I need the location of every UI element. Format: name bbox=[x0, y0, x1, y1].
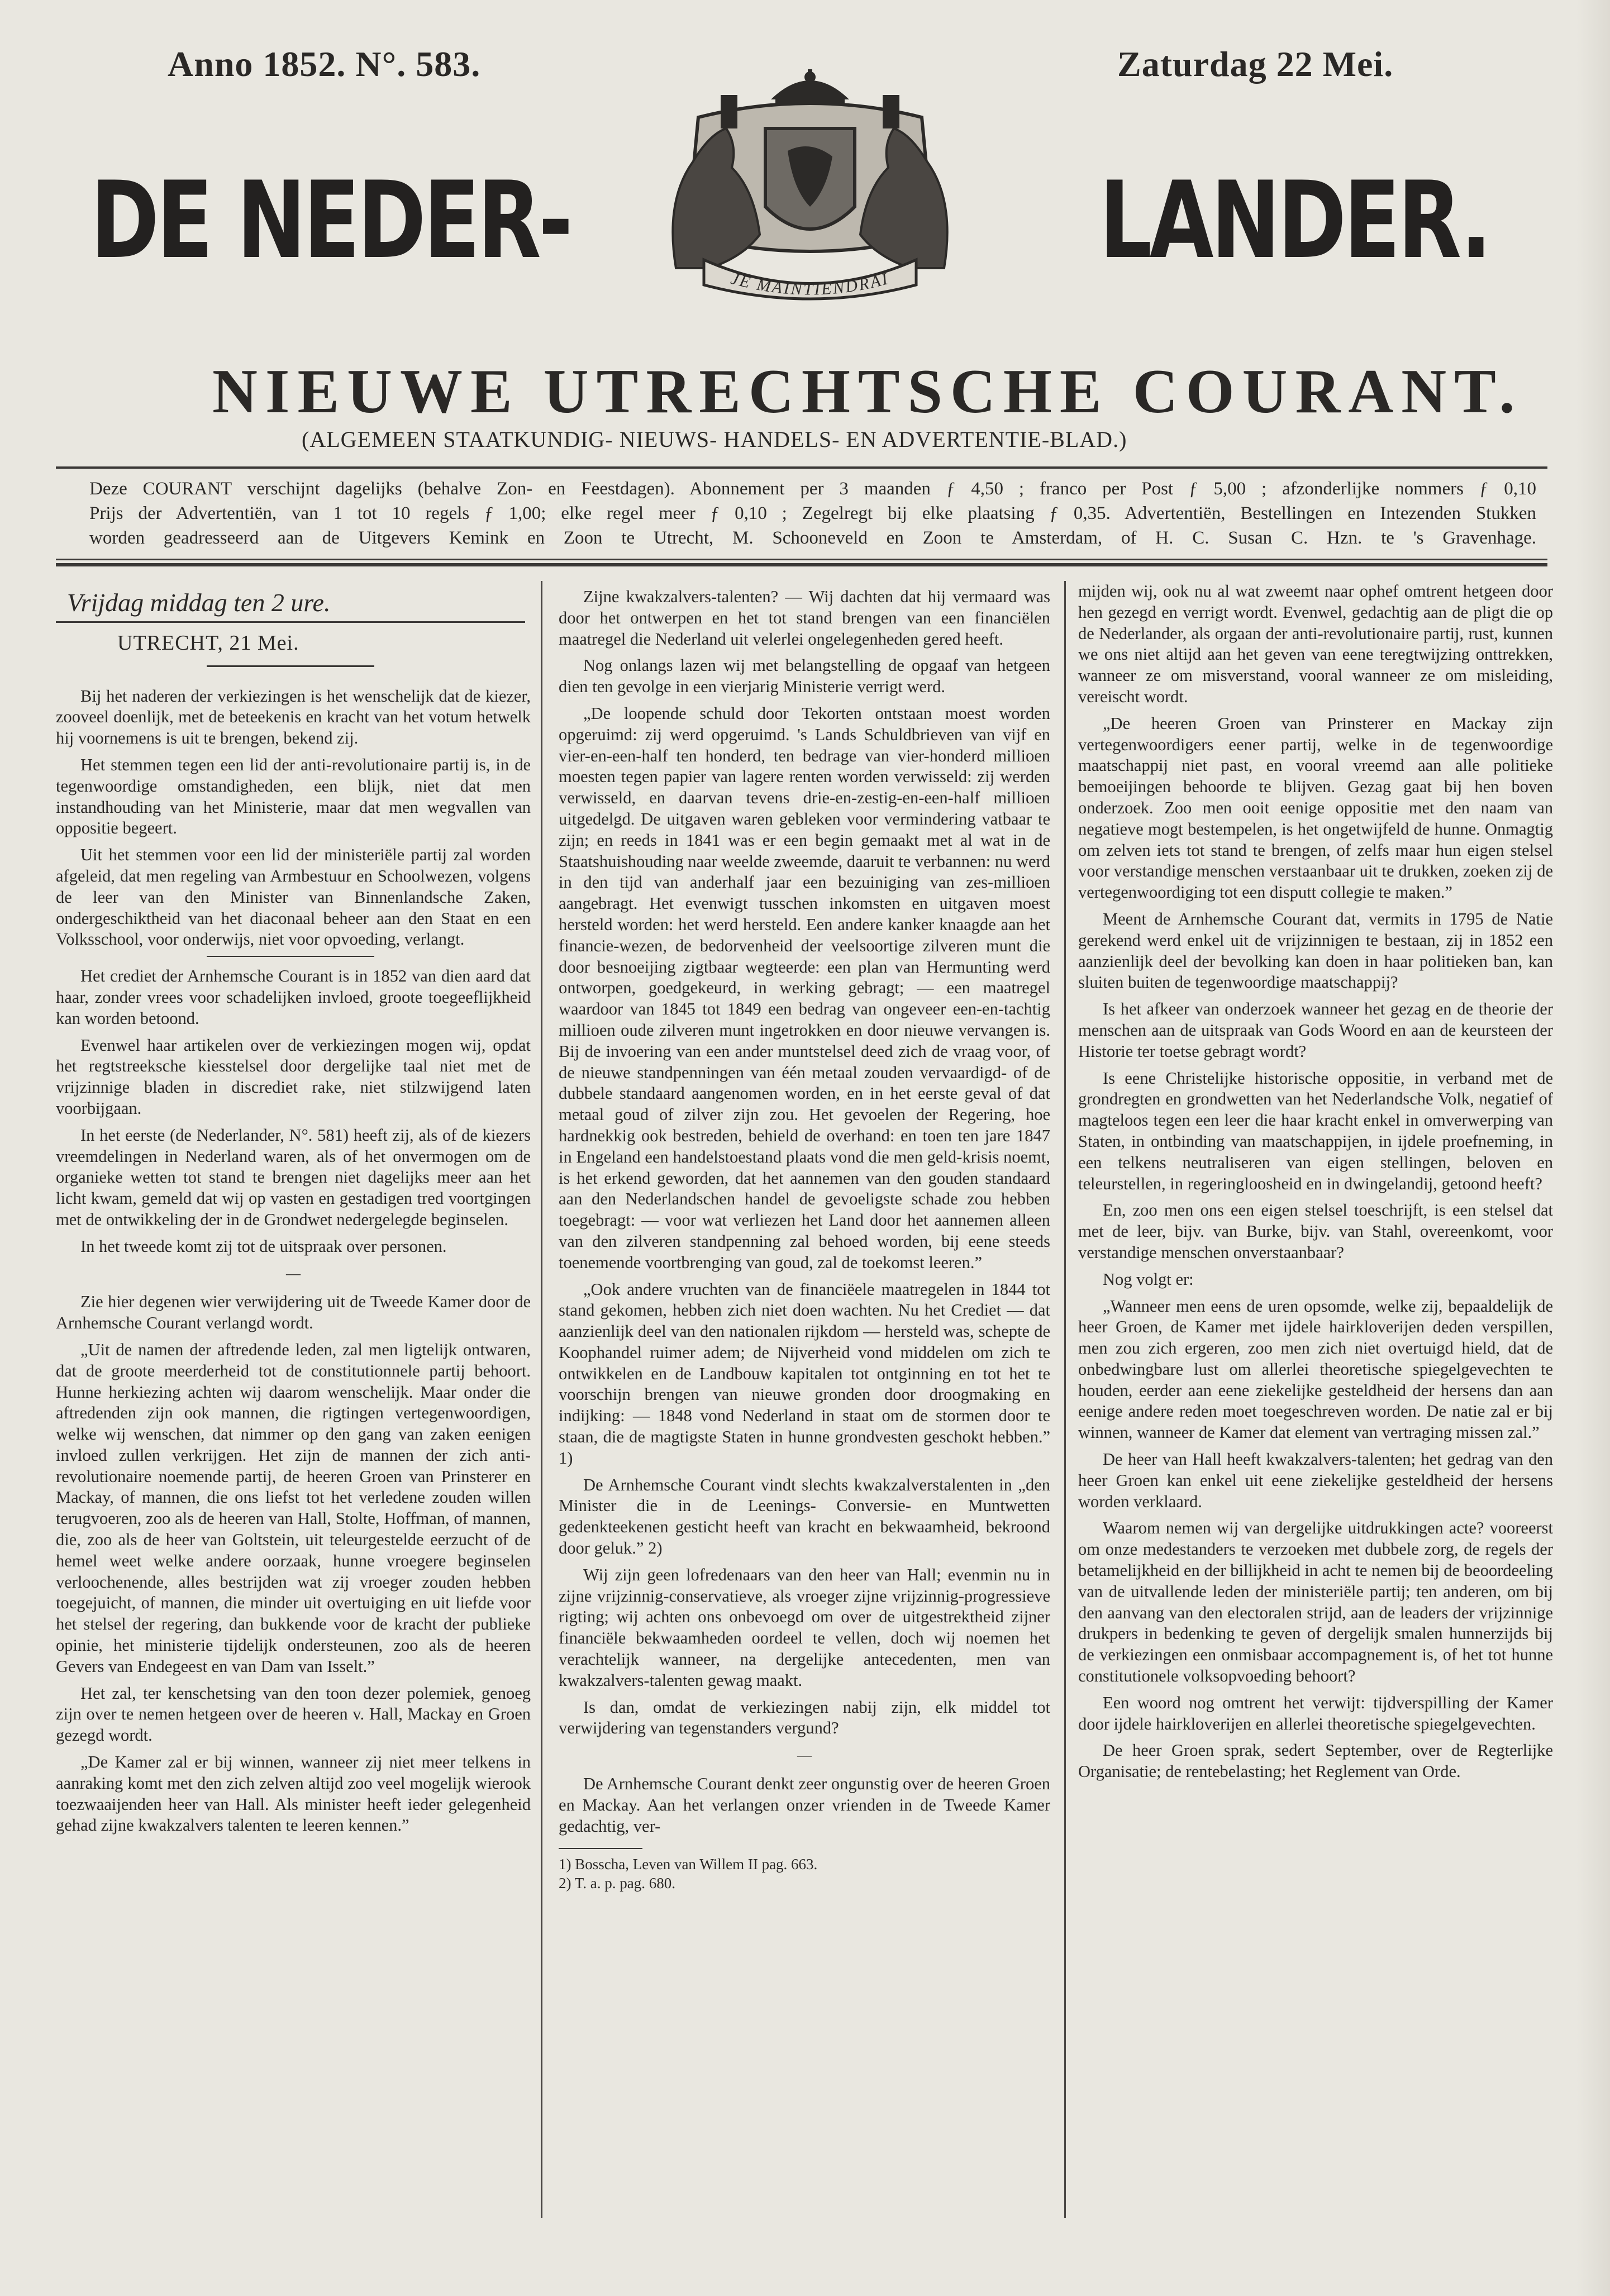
notice-line: Prijs der Advertentiën, van 1 tot 10 regels ƒ 1,00; elke regel meer ƒ 0,10 ; Zegelregt bij elke plaatsing ƒ 0,35. Advertentiën, Bestellingen en Intezenden Stukken bbox=[89, 503, 1536, 523]
paragraph: „De heeren Groen van Prinsterer en Mackay zijn vertegenwoordigers eener partij, welke in de tegenwoordige maatschappij niet past, en vooral vreemd aan alle politieke bemoeijingen behoorde te blijven. Gezag gaat bij hen boven onderzoek. Zoo men ooit eenige oppositie met den naam van negatieve mogt bestempelen, is het ongetwijfeld de hunne. Onmagtig om zelven iets tot stand te brengen, of zelfs maar hun eigen stelsel voor verstandige menschen verstaanbaar uit te drukken, zoeken zij de vertegenwoordiging tot een disputt collegie te maken.” bbox=[1078, 713, 1553, 902]
paragraph: Evenwel haar artikelen over de verkiezingen mogen wij, opdat het regtstreeksche kiesstelsel door dergelijke taal niet met de vrijzinnige bladen in discrediet rake, niet stilzwijgend laten voorbijgaan. bbox=[56, 1035, 531, 1118]
paragraph: Het crediet der Arnhemsche Courant is in 1852 van dien aard dat haar, zonder vrees voor schadelijken invloed, groote toegeeflijkheid kan worden betoond. bbox=[56, 966, 531, 1028]
paragraph: De heer van Hall heeft kwakzalvers-talenten; het gedrag van den heer Groen kan enkel uit eene ziekelijke gesteldheid der hersens worden verklaard. bbox=[1078, 1450, 1553, 1511]
paragraph: In het tweede komt zij tot de uitspraak over personen. bbox=[80, 1236, 447, 1256]
issue-date: Zaturdag 22 Mei. bbox=[1117, 44, 1394, 84]
paragraph: Is eene Christelijke historische oppositie, in verband met de grondregten en grondwetten van het Nederlandsche Volk, negatief of magteloos tegen een leer die haar kracht enkel in omverwerping van Staten, in ontbinding van maatschappijen, in ijdele proefneming, in een telkens neutraliseren van eigen stellingen, beloven en teleurstellen, in regeringloosheid en in dwingelandij, getoond heeft? bbox=[1078, 1068, 1553, 1193]
dateline: UTRECHT, 21 Mei. bbox=[117, 631, 299, 655]
paragraph: mijden wij, ook nu al wat zweemt naar ophef omtrent hetgeen door hen gezegd en verrigt wordt. Evenwel, gedachtig aan de pligt die op de Nederlander, als orgaan der anti-revolutionaire partij, rust, kunnen we ons niet altijd aan het geven van eene teregtwijzing onttrekken, wanneer ze om misverstand, vooral wanneer ze om misleiding, vereischt wordt. bbox=[1078, 582, 1553, 706]
paragraph: Is dan, omdat de verkiezingen nabij zijn, elk middel tot verwijdering van tegenstanders vergund? bbox=[559, 1697, 1050, 1738]
masthead-rule bbox=[56, 466, 1547, 469]
notice-line: worden geadresseerd aan de Uitgevers Kemink en Zoon te Utrecht, M. Schooneveld en Zoon te Amsterdam, of H. C. Susan C. Hzn. te 's Gravenhage. bbox=[89, 528, 1536, 548]
subscription-notice bbox=[89, 477, 1536, 550]
paragraph: Zijne kwakzalvers-talenten? — Wij dachten dat hij vermaard was door het ontwerpen en het tot stand brengen van een financiëlen maatregel die Nederland uit velerlei ongelegenheden gered heeft. bbox=[559, 587, 1050, 649]
paragraph: De Arnhemsche Courant vindt slechts kwakzalverstalenten in „den Minister die in de Leenings- Conversie- en Muntwetten gedenkteekenen gesticht heeft van kracht en bekwaamheid, bekroond door geluk.” 2) bbox=[559, 1475, 1050, 1558]
paragraph: „De Kamer zal er bij winnen, wanneer zij niet meer telkens in aanraking komt met den zich zelven altijd zoo veel mogelijk wierook toezwaaijenden heer van Hall. Als minister heeft ieder gelegenheid gehad zijne kwakzalvers talenten te leeren kennen.” bbox=[56, 1752, 531, 1835]
paragraph: De heer Groen sprak, sedert September, over de Regterlijke Organisatie; de rentebelasting; het Reglement van Orde. bbox=[1078, 1741, 1553, 1781]
paragraph: Uit het stemmen voor een lid der ministeriële partij zal worden afgeleid, dat men regeling van Armbestuur en Schoolwezen, volgens de leer van den Minister van Binnenlandsche Zaken, ondergeschiktheid van het diaconaal beheer aan den Staat en een Volksschool, voor onderwijs, niet voor opvoeding, verlangt. bbox=[56, 845, 531, 949]
paragraph: „De loopende schuld door Tekorten ontstaan moest worden opgeruimd: zij werd opgeruimd. 's Lands Schuldbrieven van vijf en vier-en-een-half ten honderd, ten bedrage van vier-honderd millioen moesten tegen papier van lagere renten worden verwisseld: zij werden verwisseld, en daarvan tevens drie-en-zestig-en-een-half millioen uitgedelgd. De uitgaven waren gebleken voor vermindering vatbaar te zijn; en reeds in 1841 was er een begin gemaakt met al wat in de Staatshuishouding naar weelde zweemde, daaruit te verbannen: nu werd in den tijd van anderhalf jaar een bezuiniging van zes-millioen aangebragt. Het evenwigt tusschen inkomsten en uitgaven moest hersteld worden: het werd hersteld. Een andere kanker knaagde aan het financie-wezen, de bedorvenheid der veelsoortige zilveren munt die door besnoeijing zigtbaar wegteerde: een plan van Hermunting werd ontworpen, goedgekeurd, in werking gebragt; — een maatregel waardoor van 1845 tot 1849 een bedrag van ongeveer een-en-tachtig millioen oude zilveren munt ingetrokken en door nieuwe vervangen is. Bij de invoering van een ander muntstelsel deed zich de vraag voor, of de nieuwe standpenningen van één metaal zouden vervaardigd- of de dubbele standaard aangenomen worden, en in het eerste geval of dat metaal goud of zilver zijn zou. Het gevoelen der Regering, hoe hardnekkig ook bestreden, behield de overhand: en toen ten jare 1847 in Engeland een handelstoestand plaats vond die men geld-krisis noemt, is het erkend geworden, dat het aannemen van den gouden standaard aan den Nederlandschen handel de gevoeligste schade zou hebben toegebragt: — voor wat verliezen het Land door het aannemen alleen van den zilveren standpenning zal behoed worden, bij eene steeds toenemende voortbrenging van goud, zal de toekomst leeren.” bbox=[559, 703, 1050, 1272]
paragraph: Is het afkeer van onderzoek wanneer het gezag en de theorie der menschen aan de uitspraak van Gods Woord en aan de keursteen der Historie ter toetse gebragt wordt? bbox=[1078, 999, 1553, 1061]
paragraph: Waarom nemen wij van dergelijke uitdrukkingen acte? vooreerst om onze medestanders te verzoeken met dubbele zorg, de regels der betamelijkheid en der billijkheid in acht te nemen bij de beoordeeling van de uitvallende leden der ministeriële partij; ten anderen, om bij den aanvang van den electoralen strijd, aan de leaders der vrijzinnige drukpers in bedenking te geven of dergelijk smalen hunnerzijds bij de verkiezingen een onmisbaar accompagnement is, of het tot hunne constitutionele volksopvoeding behoort? bbox=[1078, 1518, 1553, 1686]
notice-line: Deze COURANT verschijnt dagelijks (behalve Zon- en Feestdagen). Abonnement per 3 maanden ƒ 4,50 ; franco per Post ƒ 5,00 ; afzonderlijke nommers ƒ 0,10 bbox=[89, 479, 1536, 499]
column-2 bbox=[559, 587, 1050, 1893]
paragraph: In het eerste (de Nederlander, N°. 581) heeft zij, als of de kiezers vreemdelingen in Nederland waren, als of het onvermogen om de organieke wetten tot stand te brengen niet dagelijks meer aan het licht kwam, gemeld dat wij op vasten en gestadigen tred voortgingen met de ontwikkeling der in de Grondwet nedergelegde beginselen. bbox=[56, 1125, 531, 1229]
column-3 bbox=[1078, 581, 1553, 1788]
paragraph: Nog onlangs lazen wij met belangstelling de opgaaf van hetgeen dien ten gevolge in een vierjarig Ministerie verrigt werd. bbox=[559, 656, 1050, 697]
footnote: 2) T. a. p. pag. 680. bbox=[559, 1875, 675, 1892]
footnote: 1) Bosscha, Leven van Willem II pag. 663. bbox=[559, 1856, 818, 1873]
paragraph: Het zal, ter kenschetsing van den toon dezer polemiek, genoeg zijn over te nemen hetgeen over de heeren v. Hall, Mackay en Groen gezegd wordt. bbox=[56, 1683, 531, 1745]
column-divider-1 bbox=[541, 581, 542, 2218]
title-left: DE NEDER- bbox=[90, 159, 570, 282]
edition-heading: Vrijdag middag ten 2 ure. bbox=[67, 588, 331, 617]
title-right: LANDER. bbox=[1099, 159, 1489, 282]
page-edge bbox=[1576, 0, 1610, 2296]
paragraph: Een woord nog omtrent het verwijt: tijdverspilling der Kamer door ijdele hairkloverijen en allerlei theoretische spiegelgevechten. bbox=[1078, 1693, 1553, 1733]
paragraph: „Uit de namen der aftredende leden, zal men ligtelijk ontwaren, dat de groote meerderheid tot de constitutionnele partij behoort. Hunne herkiezing achten wij daarom wenschelijk. Maar onder die aftredenden zijn ook mannen, die rigtingen vertegenwoordigen, welke wij wenschen, dat nimmer op den gang van zaken eenigen invloed zullen verkrijgen. Het zijn de mannen der zich anti-revolutionaire noemende partij, de heeren Groen van Prinsterer en Mackay, of mannen, die ons liefst tot het verledene zouden willen terugvoeren, zoo als de heeren van Hall, Stolte, Hoffman, of mannen, die, zoo als de heer van Goltstein, uit teleurgestelde eerzucht of de hemel weet welke andere oorzaak, hunne vroegere beginselen verloochenende, alles bestrijden wat zij vroeger zouden hebben toegejuicht, of mannen, die minder uit overtuiging en uit liefde voor het stelsel der regering, dan bukkende voor de kracht der publieke opinie, het ministerie tijdelijk ondersteunen, zoo als de heeren Gevers van Endegeest en van Dam van Isselt.” bbox=[56, 1340, 531, 1676]
separator: — bbox=[797, 1747, 812, 1764]
subtitle: NIEUWE UTRECHTSCHE COURANT. bbox=[212, 357, 1523, 426]
paragraph: „Ook andere vruchten van de financiëele maatregelen in 1844 tot stand gekomen, hebben zich niet doen wachten. Nu het Crediet — dat aanzienlijk deel van den nationalen rijkdom — hersteld was, schepte de Koophandel ruimer adem; de Nijverheid vond middelen om zich te ontwikkelen en de Landbouw kapitalen tot ontginning en tot het te voorschijn brengen van nieuwe gronden door droogmaking en indijking: — 1848 vond Nederland in staat om de stormen door te staan, die de magtigste Staten in hunne grondvesten geschokt hebben.” 1) bbox=[559, 1279, 1050, 1468]
paragraph: Zie hier degenen wier verwijdering uit de Tweede Kamer door de Arnhemsche Courant verlangd wordt. bbox=[56, 1292, 531, 1333]
paragraph: Wij zijn geen lofredenaars van den heer van Hall; evenmin nu in zijne vrijzinnig-conservatieve, als vroeger zijne vrijzinnig-progressieve rigting; wij achten ons onbevoegd om over de uitgestrektheid zijner financiële bekwaamheden oordeel te vellen, doch wij noemen het verachtelijk wanneer, na dergelijke antecedenten, men van kwakzalvers-talenten gewag maakt. bbox=[559, 1565, 1050, 1690]
paragraph: De Arnhemsche Courant denkt zeer ongunstig over de heeren Groen en Mackay. Aan het verlangen onzer vrienden in de Tweede Kamer gedachtig, ver- bbox=[559, 1774, 1050, 1836]
notice-rule-bottom bbox=[56, 563, 1547, 566]
column-divider-2 bbox=[1064, 581, 1066, 2218]
tagline: (ALGEMEEN STAATKUNDIG- NIEUWS- HANDELS- EN ADVERTENTIE-BLAD.) bbox=[302, 427, 1127, 452]
motto: JE MAINTIENDRAI bbox=[728, 269, 892, 299]
paragraph: Nog volgt er: bbox=[1103, 1269, 1194, 1289]
coat-of-arms-emblem bbox=[642, 67, 978, 313]
paragraph: En, zoo men ons een eigen stelsel toeschrijft, is een stelsel dat met de leer, bijv. van Burke, bijv. van Stahl, overeenkomt, voor verstandige menschen onverstaanbaar? bbox=[1078, 1201, 1553, 1262]
paragraph: Meent de Arnhemsche Courant dat, vermits in 1795 de Natie gerekend werd enkel uit de vrijzinnigen te bestaan, zij in 1852 een aanzienlijk deel der bevolking kan doen in haar politieken ban, kan sluiten buiten de tegenwoordige maatschappij? bbox=[1078, 909, 1553, 992]
paragraph: „Wanneer men eens de uren opsomde, welke zij, bepaaldelijk de heer Groen, de Kamer met ijdele hairkloverijen deden verspillen, men zou zich ergeren, zoo men zich niet overtuigd hield, dat de onbedwingbare lust om allerlei theoretische spiegelgevechten te houden, eerder aan eene ziekelijke gesteldheid der hersens dan aan eenige andere reden moet toegeschreven worden. De natie zal er bij winnen, wanneer de Kamer dat element van vertraging missen zal.” bbox=[1078, 1296, 1553, 1442]
footnote-rule bbox=[559, 1848, 642, 1849]
issue-number: Anno 1852. N°. 583. bbox=[168, 44, 481, 84]
paragraph: Het stemmen tegen een lid der anti-revolutionaire partij is, in de tegenwoordige omstandigheden, een blijk, niet dat men instandhouding van het Ministerie, maar dat men wegvallen van oppositie begeert. bbox=[56, 755, 531, 838]
separator: — bbox=[286, 1265, 301, 1282]
paragraph: Bij het naderen der verkiezingen is het wenschelijk dat de kiezer, zooveel doenlijk, met de beteekenis en kracht van het votum hetwelk hij voornemens is uit te brengen, bekend zij. bbox=[56, 686, 531, 748]
notice-rule-top bbox=[56, 559, 1547, 560]
heading-rule bbox=[56, 621, 525, 623]
dateline-rule bbox=[207, 665, 374, 667]
section-rule bbox=[207, 956, 374, 957]
column-1 bbox=[56, 587, 531, 1842]
